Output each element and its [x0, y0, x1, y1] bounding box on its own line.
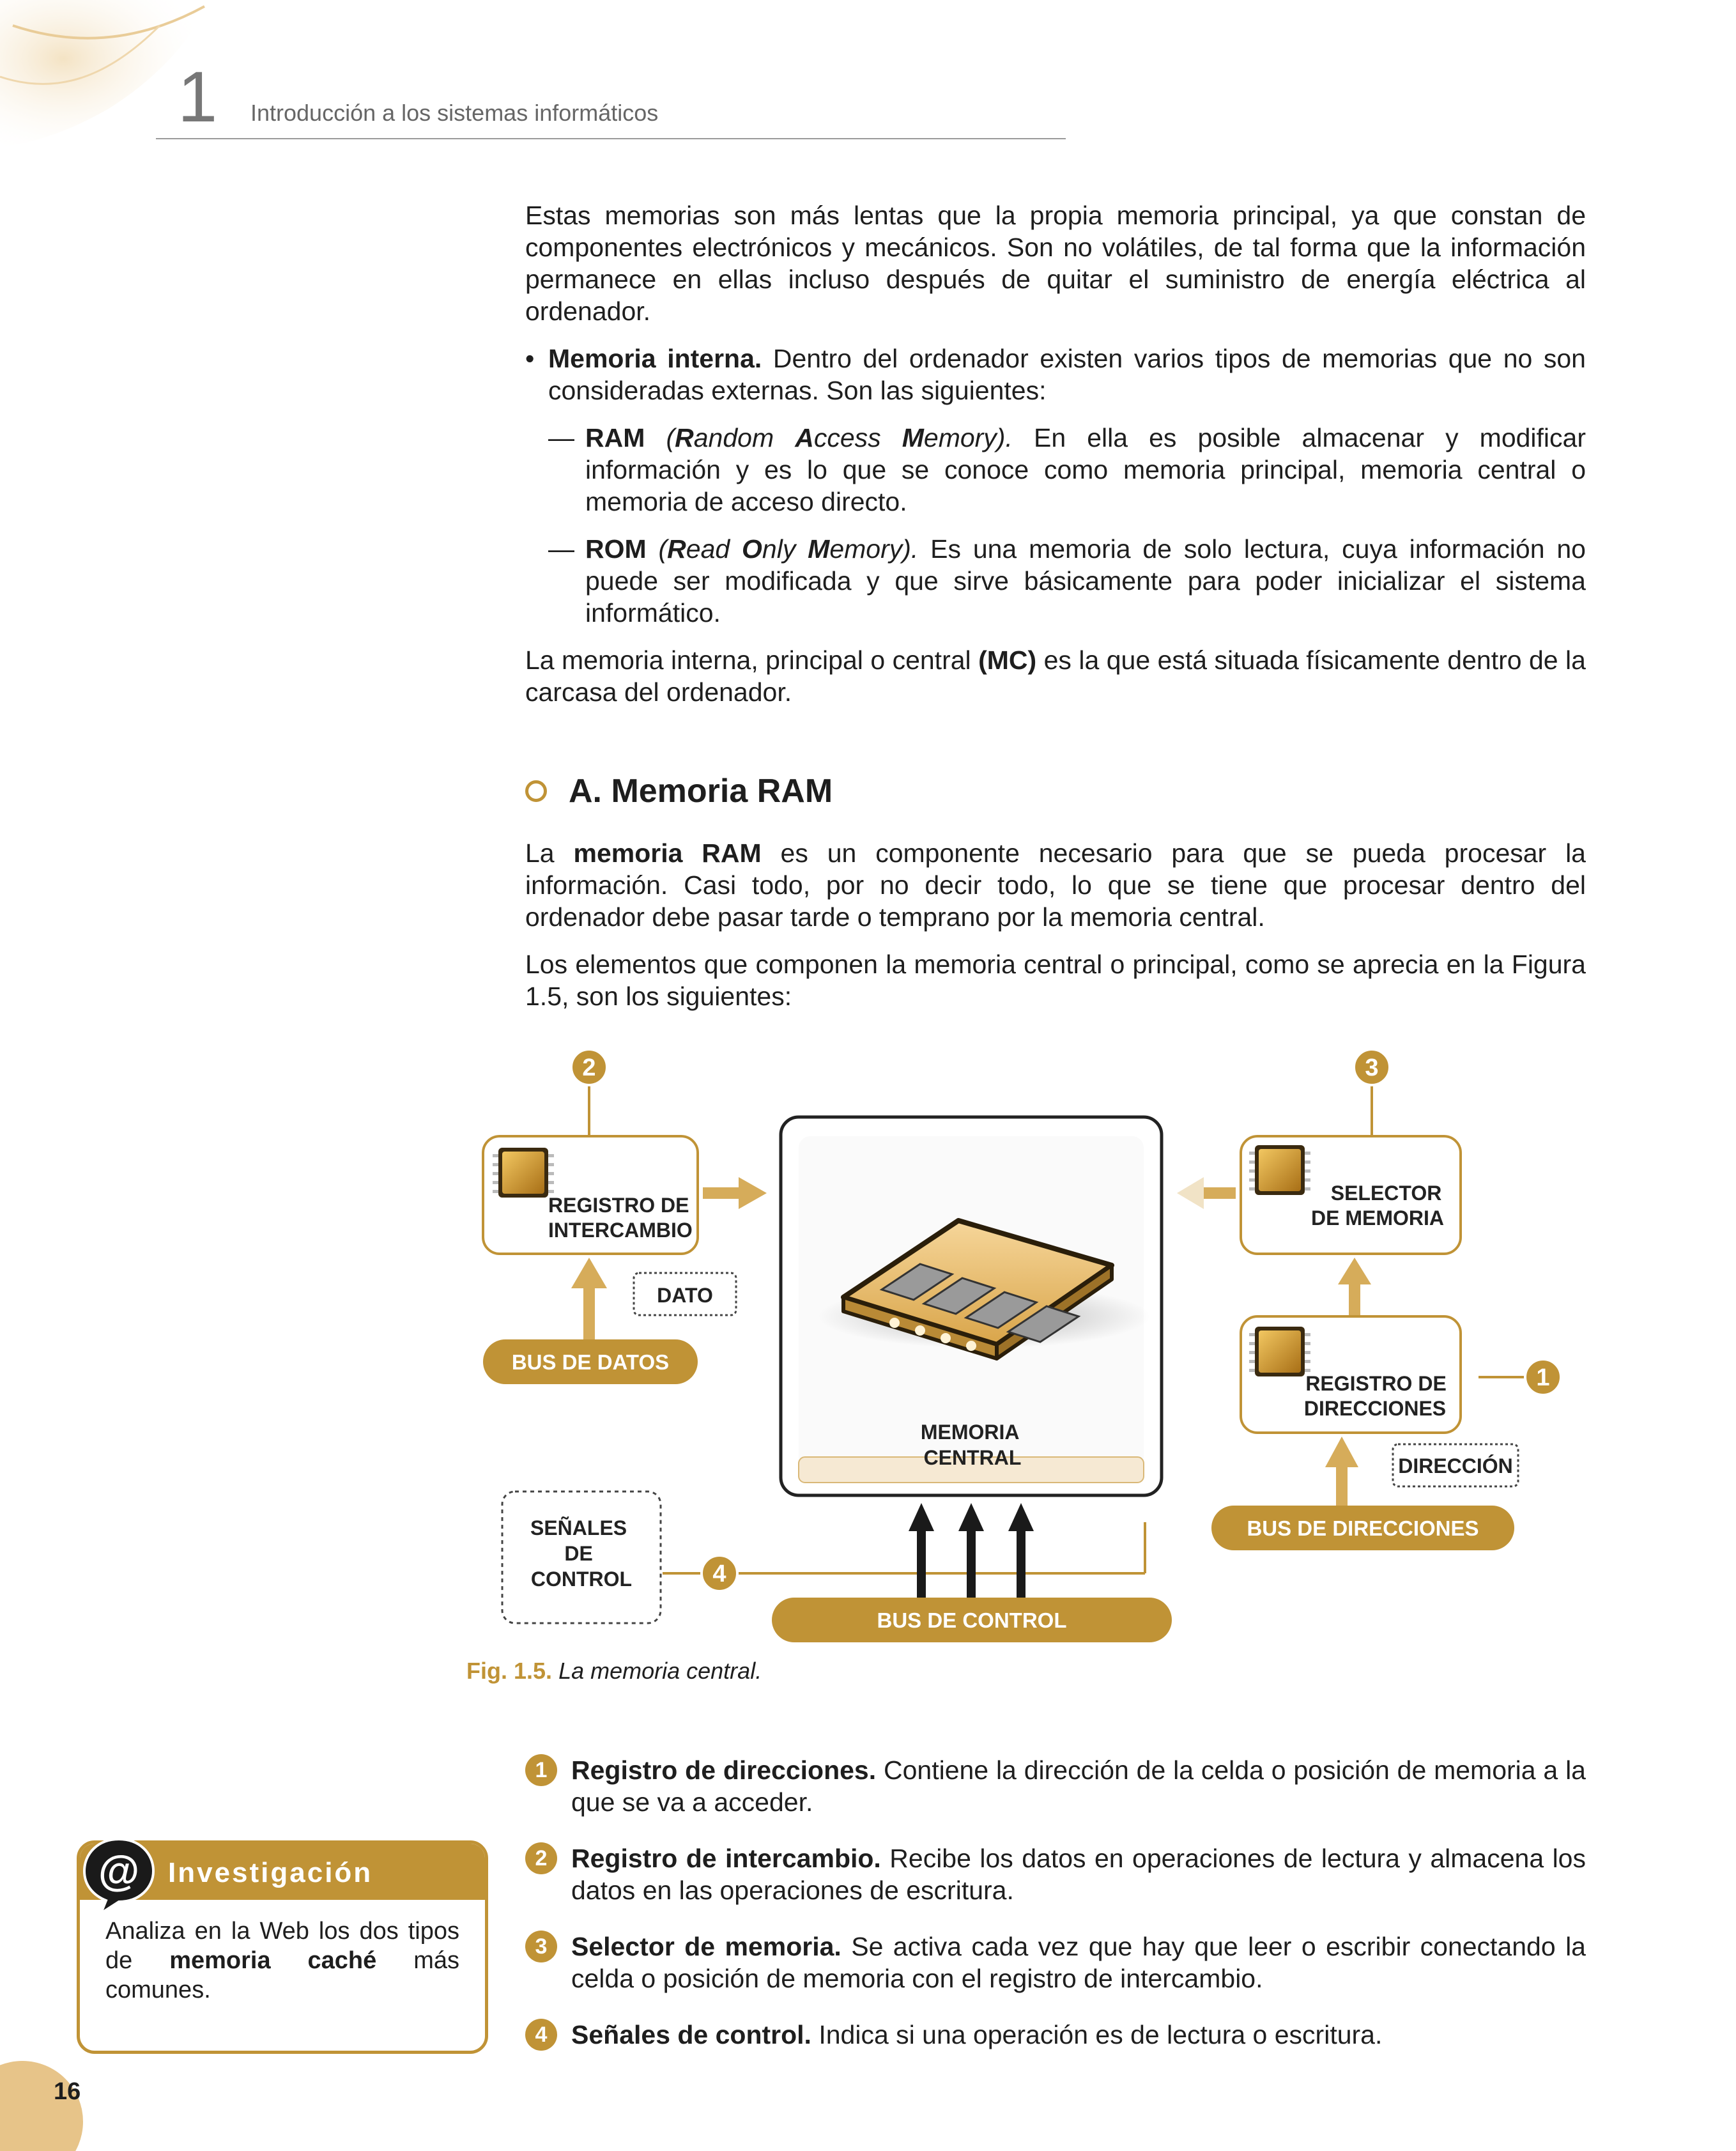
figure-text: La memoria central.: [558, 1658, 762, 1684]
arrow-bus-datos: [571, 1258, 607, 1342]
dash-item-ram: [548, 422, 1586, 518]
number-badge: 4: [525, 2019, 557, 2051]
header-rule: [156, 138, 1066, 139]
bullet-memoria-interna: [525, 343, 1586, 406]
investigacion-title: Investigación: [80, 1844, 485, 1900]
list-item: [525, 1931, 1586, 1994]
direccion-tag: [1393, 1444, 1518, 1486]
selector-memoria-box: [1241, 1136, 1461, 1254]
list-item: [525, 2019, 1586, 2051]
dash-mark: —: [548, 534, 574, 564]
svg-text:SEÑALES DE CONTROL: SEÑALES DE CONTROL: [530, 1516, 633, 1591]
numbered-list: [525, 1754, 1586, 2075]
item-title: Selector de memoria.: [571, 1932, 841, 1961]
arrow-intercambio-memoria: [703, 1177, 767, 1209]
svg-text:DATO: DATO: [657, 1284, 713, 1307]
section-heading: [525, 772, 833, 810]
item-text: Contiene la dirección de la celda o posición de memoria a la que se va a acceder.: [571, 1755, 1586, 1817]
dato-tag: [634, 1273, 736, 1315]
svg-text:REGISTRO DE DIRECCIONES: REGISTRO DE DIRECCIONES: [1303, 1372, 1447, 1420]
bullet-text: Dentro del ordenador existen varios tipos de memorias que no son consideradas externas. Son las siguientes:: [548, 344, 1586, 405]
chapter-number: 1: [178, 57, 218, 137]
svg-text:@: @: [98, 1847, 140, 1894]
badge-label: 3: [1365, 1054, 1379, 1081]
svg-text:DIRECCIÓN: DIRECCIÓN: [1398, 1454, 1513, 1477]
diagram-badge-4: [702, 1555, 737, 1591]
number-badge: 2: [525, 1842, 557, 1874]
ram-expansion: (Random Access Memory).: [666, 423, 1013, 452]
item-title: Registro de intercambio.: [571, 1844, 881, 1873]
elements-paragraph: Los elementos que componen la memoria central o principal, como se aprecia en la Figura 1.5, son los siguientes:: [525, 950, 1586, 1011]
arrow-direcciones-selector: [1338, 1258, 1371, 1315]
bullet-mark: •: [525, 344, 535, 373]
section-circle-icon: [525, 780, 547, 802]
number-badge: 3: [525, 1931, 557, 1962]
svg-text:BUS DE DATOS: BUS DE DATOS: [511, 1350, 670, 1374]
memoria-interna-paragraph: La memoria interna, principal o central (MC) es la que está situada físicamente dentro de la carcasa del ordenador.: [525, 645, 1586, 707]
item-title: Registro de direcciones.: [571, 1755, 877, 1785]
svg-text:MEMORIA CENTRAL: MEMORIA CENTRAL: [920, 1421, 1022, 1469]
senales-control-box: [502, 1492, 661, 1623]
list-item: [525, 1842, 1586, 1906]
item-title: Señales de control.: [571, 2020, 811, 2049]
section-text: [525, 837, 1586, 1028]
memory-diagram: [447, 1035, 1610, 1649]
svg-text:BUS DE DIRECCIONES: BUS DE DIRECCIONES: [1247, 1516, 1479, 1540]
chip-icon: [1249, 1145, 1310, 1195]
chapter-title: Introducción a los sistemas informáticos: [250, 100, 659, 126]
figure-caption: [466, 1658, 762, 1685]
page-corner-decoration: [0, 2061, 83, 2151]
diagram-badge-2: [571, 1049, 607, 1085]
item-text: Recibe los datos en operaciones de lectura y almacena los datos en las operaciones de escritura.: [571, 1844, 1586, 1905]
memoria-ram-paragraph: La memoria RAM es un componente necesario para que se pueda procesar la información. Casi todo, por no decir todo, lo que se tiene que procesar dentro del ordenador debe pasar tarde o temprano por la memoria central.: [525, 838, 1586, 932]
investigacion-text: Analiza en la Web los dos tipos de memoria caché más comunes.: [105, 1918, 459, 2003]
list-item: [525, 1754, 1586, 1818]
memoria-central-box: [781, 1117, 1162, 1495]
diagram-badge-1: [1525, 1359, 1561, 1395]
intro-text: [525, 199, 1586, 723]
bus-direcciones-bar: [1211, 1506, 1514, 1550]
intro-paragraph: Estas memorias son más lentas que la propia memoria principal, ya que constan de componentes electrónicos y mecánicos. Son no volátiles, de tal forma que la información permanece en ellas incluso después de quitar el suministro de energía eléctrica al ordenador.: [525, 201, 1586, 326]
item-text: Indica si una operación es de lectura o escritura.: [818, 2020, 1383, 2049]
bus-control-bar: [772, 1598, 1172, 1642]
rom-term: ROM: [585, 534, 647, 564]
dash-item-rom: [548, 533, 1586, 629]
arrow-bus-direcciones: [1325, 1437, 1358, 1507]
figure-label: Fig. 1.5.: [466, 1658, 553, 1684]
arrow-selector-memoria: [1177, 1177, 1236, 1209]
bullet-title: Memoria interna.: [548, 344, 762, 373]
svg-text:BUS DE CONTROL: BUS DE CONTROL: [877, 1608, 1067, 1632]
svg-text:SELECTOR DE MEMORIA: SELECTOR DE MEMORIA: [1311, 1182, 1444, 1230]
registro-intercambio-box: [483, 1136, 698, 1254]
badge-label: 4: [712, 1561, 726, 1587]
ram-text: En ella es posible almacenar y modificar información y es lo que se conoce como memoria principal, memoria central o memoria de acceso directo.: [585, 423, 1586, 516]
ram-term: RAM: [585, 423, 645, 452]
registro-direcciones-box: [1241, 1316, 1461, 1433]
bus-datos-bar: [483, 1339, 698, 1384]
number-badge: 1: [525, 1754, 557, 1786]
at-sign-speech-bubble-icon: [78, 1834, 160, 1916]
svg-text:REGISTRO DE INTERCAMBIO: REGISTRO DE INTERCAMBIO: [548, 1194, 693, 1242]
badge-label: 1: [1536, 1364, 1550, 1391]
chip-icon: [1249, 1327, 1310, 1376]
control-arrows: [909, 1503, 1034, 1600]
item-text: Se activa cada vez que hay que leer o escribir conectando la celda o posición de memoria con el registro de intercambio.: [571, 1932, 1586, 1993]
chip-icon: [493, 1148, 554, 1198]
section-title: A. Memoria RAM: [569, 773, 833, 810]
diagram-badge-3: [1354, 1049, 1390, 1085]
badge-label: 2: [582, 1054, 596, 1081]
page-number: 16: [54, 2078, 81, 2105]
dash-mark: —: [548, 423, 574, 452]
rom-expansion: (Read Only Memory).: [658, 534, 919, 564]
rom-text: Es una memoria de solo lectura, cuya información no puede ser modificada y que sirve básicamente para poder inicializar el sistema informático.: [585, 534, 1586, 628]
